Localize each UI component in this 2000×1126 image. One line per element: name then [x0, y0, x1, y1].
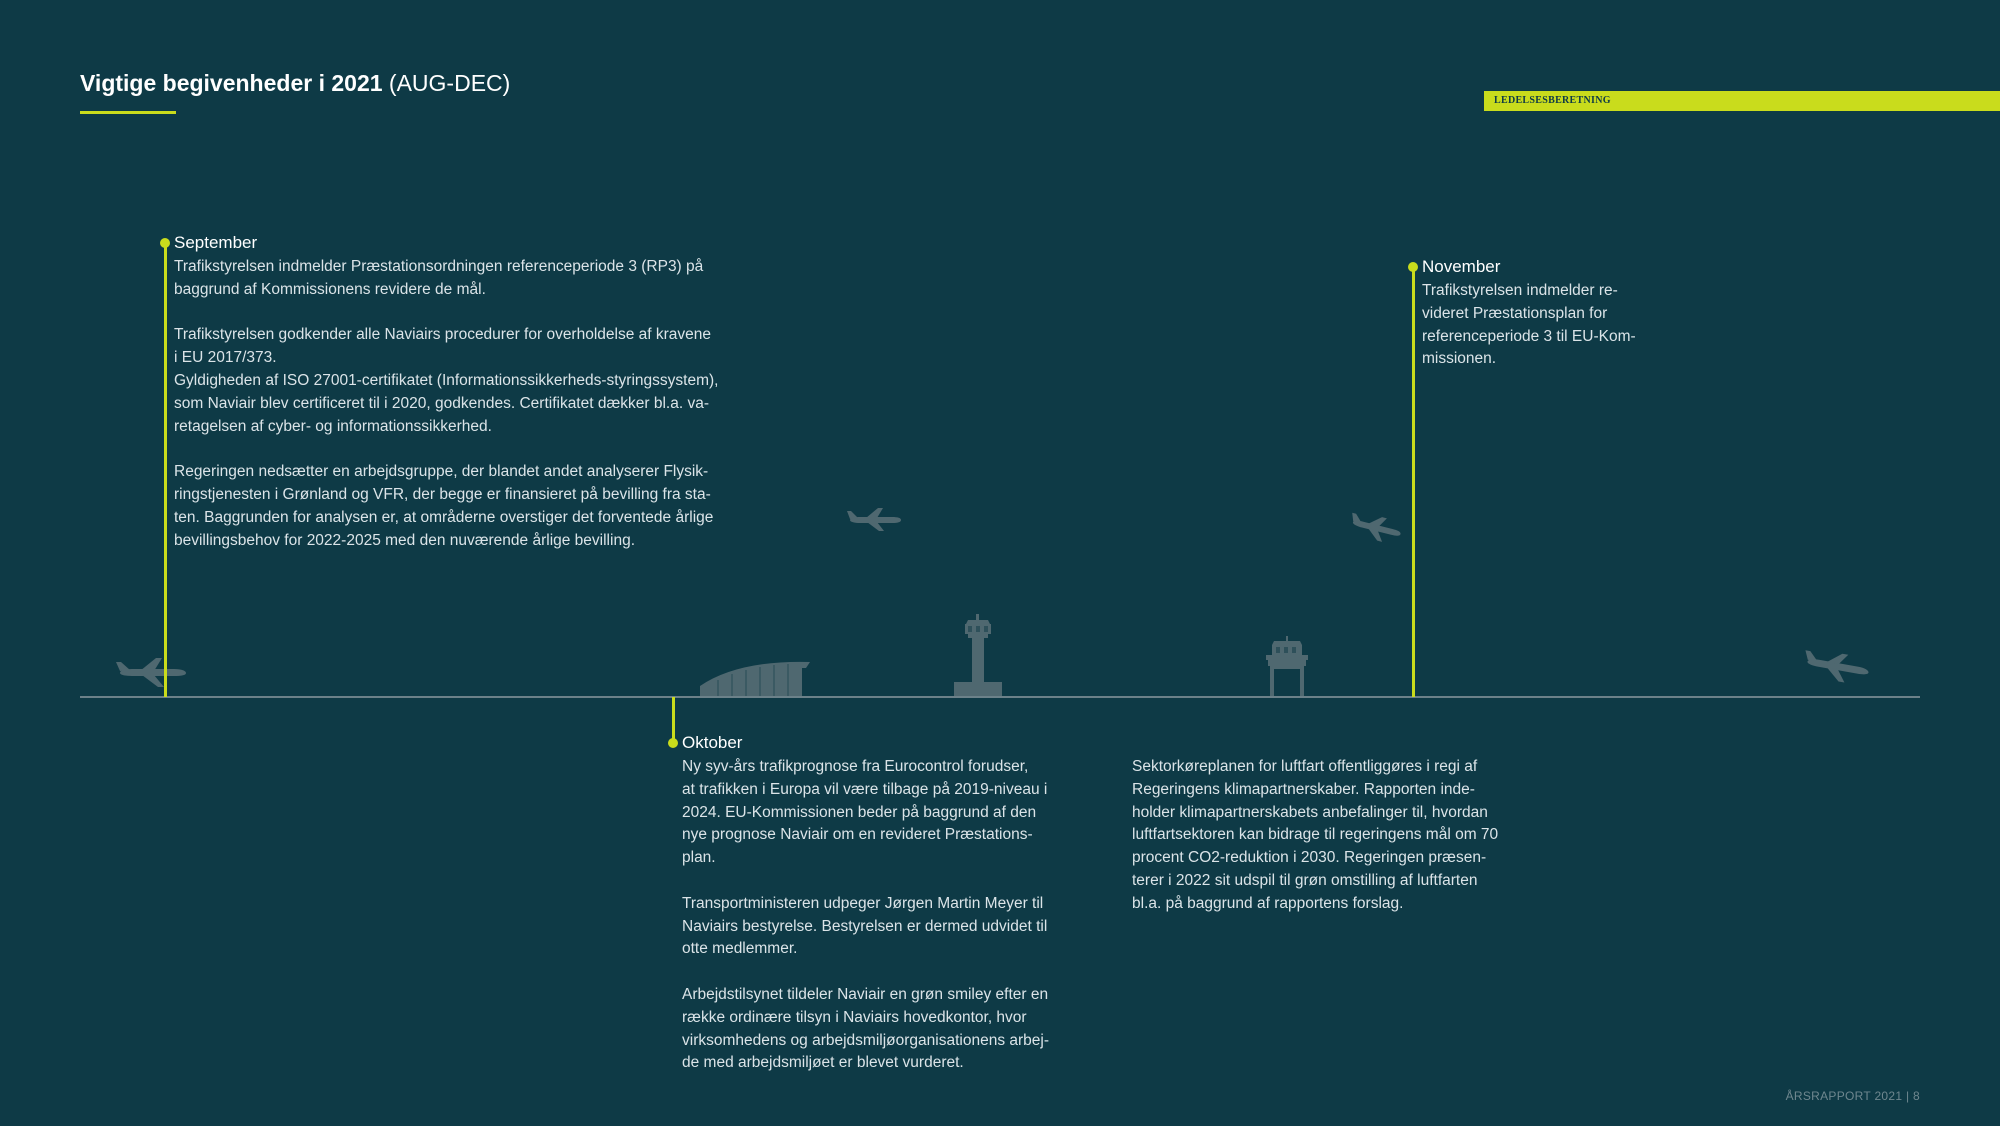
- oktober-marker-line: [672, 697, 675, 743]
- control-tower-icon: [1264, 636, 1310, 696]
- page-title: [80, 70, 510, 97]
- page-title-bold: Vigtige begivenheder i 2021: [80, 70, 383, 96]
- september-text: [174, 256, 794, 552]
- oktober-text: [682, 756, 1102, 1075]
- airplane-icon: [846, 508, 904, 532]
- oktober-extra-paragraph: Sektorkøreplanen for luftfart offentliggøres i regi af Regeringens klimapartnerskaber. Rapporten inde- holder klimapartnerskabets anbefalinger til, hvordan luftfartsektoren kan bidrage til regeringens mål om 70 procent CO2-reduktion i 2030. Regeringen præsen- terer i 2022 sit udspil til grøn omstilling af luftfarten bl.a. på baggrund af rapportens forslag.: [1132, 758, 1499, 912]
- page-title-period: (AUG-DEC): [388, 70, 511, 96]
- november-text: [1422, 280, 1682, 371]
- page-footer: ÅRSRAPPORT 2021 | 8: [1785, 1089, 1920, 1103]
- timeline-baseline: [80, 696, 1920, 698]
- september-paragraph: Trafikstyrelsen indmelder Præstationsordningen referenceperiode 3 (RP3) på baggrund af Kommissionens revidere de mål.: [174, 258, 704, 298]
- control-tower-icon: [952, 614, 1004, 696]
- airplane-icon: [114, 658, 190, 688]
- november-marker-line: [1412, 266, 1415, 697]
- oktober-paragraph: Ny syv-års trafikprognose fra Eurocontrol forudser, at trafikken i Europa vil være tilbage på 2019-niveau i 2024. EU-Kommissionen beder på baggrund af den nye prognose Naviair om en revideret Præstations- plan.: [682, 758, 1048, 867]
- november-heading: November: [1422, 257, 1501, 276]
- oktober-paragraph: Arbejdstilsynet tildeler Naviair en grøn smiley efter en række ordinære tilsyn i Naviairs hovedkontor, hvor virksomhedens og arbejdsmiljøorganisationens arbej- de med arbejdsmiljøet er blevet vurderet.: [682, 985, 1050, 1072]
- section-label: LEDELSESBERETNING: [1494, 95, 1611, 106]
- september-heading: September: [174, 233, 258, 252]
- terminal-building-icon: [698, 658, 814, 696]
- section-band: [1484, 91, 2000, 111]
- september-marker-line: [164, 242, 167, 697]
- oktober-paragraph: Transportministeren udpeger Jørgen Martin Meyer til Naviairs bestyrelse. Bestyrelsen er dermed udvidet til otte medlemmer.: [682, 894, 1048, 958]
- september-paragraph: Trafikstyrelsen godkender alle Naviairs procedurer for overholdelse af kravene i EU 2017/373. Gyldigheden af ISO 27001-certifikatet (Informationssikkerheds-styringssystem), som Naviair blev certificeret til i 2020, godkendes. Certifikatet dækker bl.a. va- retagelsen af cyber- og informationssikkerhed.: [174, 326, 719, 435]
- airplane-icon: [1802, 650, 1872, 684]
- airplane-icon: [1348, 512, 1404, 546]
- oktober-marker-dot: [668, 738, 678, 748]
- oktober-heading: Oktober: [682, 733, 743, 752]
- oktober-extra-text: [1132, 756, 1562, 916]
- september-paragraph: Regeringen nedsætter en arbejdsgruppe, der blandet andet analyserer Flysik- ringstjenesten i Grønland og VFR, der begge er finansieret på bevilling fra sta- ten. Baggrunden for analysen er, at områderne overstiger det forventede årlige bevillingsbehov for 2022-2025 med den nuværende årlige bevilling.: [174, 463, 714, 549]
- november-marker-dot: [1408, 262, 1418, 272]
- title-underline: [80, 111, 176, 114]
- september-marker-dot: [160, 238, 170, 248]
- november-paragraph: Trafikstyrelsen indmelder re- videret Præstationsplan for referenceperiode 3 til EU-Kom- missionen.: [1422, 282, 1636, 368]
